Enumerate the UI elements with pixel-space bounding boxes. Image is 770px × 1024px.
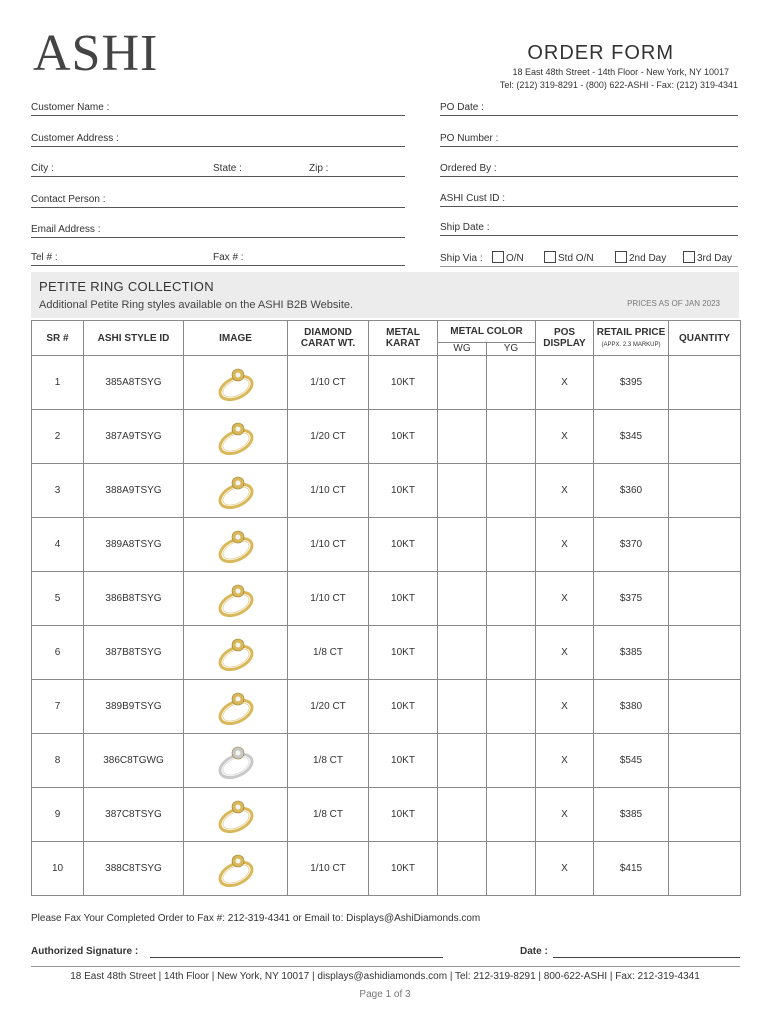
checkbox-icon[interactable]	[492, 251, 504, 263]
signature-line[interactable]	[150, 957, 443, 958]
sr-cell: 5	[32, 572, 84, 626]
ring-image	[212, 630, 260, 676]
image-cell	[184, 410, 288, 464]
ring-image	[212, 684, 260, 730]
zip-label: Zip :	[309, 163, 329, 174]
image-cell	[184, 680, 288, 734]
style-id-cell: 388C8TSYG	[84, 842, 184, 896]
karat-header-line2: KARAT	[385, 338, 421, 349]
image-cell	[184, 464, 288, 518]
city-field[interactable]	[31, 162, 213, 177]
table-row	[32, 518, 741, 572]
karat-header-line1: METAL	[386, 327, 420, 338]
quantity-cell[interactable]	[669, 842, 741, 896]
ashi-cust-id-field[interactable]	[440, 192, 738, 207]
ship-option-std-overnight[interactable]	[544, 251, 594, 264]
carat-cell: 1/10 CT	[288, 842, 369, 896]
yg-cell[interactable]	[487, 410, 536, 464]
tel-field[interactable]	[31, 251, 213, 266]
ring-image	[212, 468, 260, 514]
retail-header-label: RETAIL PRICE	[596, 327, 666, 338]
sr-cell: 6	[32, 626, 84, 680]
zip-field[interactable]	[309, 162, 405, 177]
pos-display-cell: X	[536, 464, 594, 518]
pos-display-cell: X	[536, 626, 594, 680]
city-label: City :	[31, 163, 54, 174]
col-image-header: IMAGE	[184, 321, 288, 356]
col-karat-header	[369, 321, 438, 356]
table-header-row	[32, 321, 741, 343]
col-style-header: ASHI STYLE ID	[84, 321, 184, 356]
retail-price-cell: $415	[594, 842, 669, 896]
carat-header-line1: DIAMOND	[304, 327, 352, 338]
wg-cell[interactable]	[438, 356, 487, 410]
yg-cell[interactable]	[487, 356, 536, 410]
table-body	[32, 356, 741, 896]
sr-cell: 1	[32, 356, 84, 410]
col-yg-header: YG	[487, 342, 536, 355]
quantity-cell[interactable]	[669, 626, 741, 680]
table-row	[32, 626, 741, 680]
table-row	[32, 572, 741, 626]
karat-cell: 10KT	[369, 626, 438, 680]
pos-header-line2: DISPLAY	[543, 338, 586, 349]
pos-display-cell: X	[536, 572, 594, 626]
retail-price-cell: $395	[594, 356, 669, 410]
contact-person-label: Contact Person :	[31, 194, 106, 205]
image-cell	[184, 572, 288, 626]
checkbox-icon[interactable]	[615, 251, 627, 263]
ashi-logo: ASHI	[33, 25, 159, 82]
ring-image	[212, 360, 260, 406]
karat-cell: 10KT	[369, 734, 438, 788]
col-retail-header	[594, 321, 669, 356]
sr-cell: 8	[32, 734, 84, 788]
table-row	[32, 410, 741, 464]
po-date-label: PO Date :	[440, 102, 484, 113]
section-title: PETITE RING COLLECTION	[39, 279, 214, 294]
ship-date-field[interactable]	[440, 221, 738, 236]
ship-via-label: Ship Via :	[440, 253, 483, 264]
carat-cell: 1/8 CT	[288, 734, 369, 788]
pos-display-cell: X	[536, 680, 594, 734]
yg-cell[interactable]	[487, 518, 536, 572]
order-table	[31, 320, 741, 896]
ashi-cust-id-label: ASHI Cust ID :	[440, 193, 506, 204]
yg-cell[interactable]	[487, 680, 536, 734]
col-color-header: METAL COLOR	[438, 321, 536, 343]
yg-cell[interactable]	[487, 788, 536, 842]
ship-option-label: O/N	[506, 253, 524, 264]
col-pos-header	[536, 321, 594, 356]
signature-label: Authorized Signature :	[31, 946, 139, 957]
sr-cell: 4	[32, 518, 84, 572]
retail-price-cell: $385	[594, 626, 669, 680]
karat-cell: 10KT	[369, 572, 438, 626]
yg-cell[interactable]	[487, 464, 536, 518]
karat-cell: 10KT	[369, 356, 438, 410]
carat-cell: 1/10 CT	[288, 464, 369, 518]
page-title: ORDER FORM	[527, 42, 674, 64]
karat-cell: 10KT	[369, 410, 438, 464]
pos-display-cell: X	[536, 410, 594, 464]
image-cell	[184, 842, 288, 896]
sr-cell: 2	[32, 410, 84, 464]
email-label: Email Address :	[31, 224, 101, 235]
ship-option-label: 3rd Day	[697, 253, 733, 264]
fax-field[interactable]	[213, 251, 405, 266]
po-date-field[interactable]	[440, 101, 738, 116]
retail-price-cell: $345	[594, 410, 669, 464]
section-subtitle: Additional Petite Ring styles available on the ASHI B2B Website.	[39, 299, 354, 311]
tel-label: Tel # :	[31, 252, 58, 263]
ship-option-label: 2nd Day	[629, 253, 667, 264]
ring-image	[212, 792, 260, 838]
customer-name-label: Customer Name :	[31, 102, 110, 113]
state-label: State :	[213, 163, 242, 174]
style-id-cell: 387C8TSYG	[84, 788, 184, 842]
customer-name-field[interactable]	[31, 101, 405, 116]
table-row	[32, 842, 741, 896]
col-carat-header	[288, 321, 369, 356]
checkbox-icon[interactable]	[544, 251, 556, 263]
wg-cell[interactable]	[438, 572, 487, 626]
style-id-cell: 388A9TSYG	[84, 464, 184, 518]
style-id-cell: 385A8TSYG	[84, 356, 184, 410]
ship-option-3rd-day[interactable]	[683, 251, 732, 264]
checkbox-icon[interactable]	[683, 251, 695, 263]
carat-header-line2: CARAT WT.	[300, 338, 356, 349]
style-id-cell: 389B9TSYG	[84, 680, 184, 734]
company-phone: Tel: (212) 319-8291 - (800) 622-ASHI - Fax: (212) 319-4341	[499, 80, 738, 90]
table-row	[32, 788, 741, 842]
ship-date-label: Ship Date :	[440, 222, 490, 233]
quantity-cell[interactable]	[669, 734, 741, 788]
yg-cell[interactable]	[487, 842, 536, 896]
quantity-cell[interactable]	[669, 680, 741, 734]
ordered-by-label: Ordered By :	[440, 163, 497, 174]
yg-cell[interactable]	[487, 626, 536, 680]
contact-person-field[interactable]	[31, 193, 405, 208]
yg-cell[interactable]	[487, 734, 536, 788]
col-quantity-header: QUANTITY	[669, 321, 741, 356]
quantity-cell[interactable]	[669, 572, 741, 626]
pos-display-cell: X	[536, 734, 594, 788]
ring-image	[212, 738, 260, 784]
table-row	[32, 464, 741, 518]
ring-image	[212, 522, 260, 568]
ship-option-overnight[interactable]	[492, 251, 524, 264]
wg-cell[interactable]	[438, 518, 487, 572]
wg-cell[interactable]	[438, 734, 487, 788]
wg-cell[interactable]	[438, 626, 487, 680]
fax-label: Fax # :	[213, 252, 244, 263]
carat-cell: 1/20 CT	[288, 680, 369, 734]
sr-cell: 3	[32, 464, 84, 518]
pos-display-cell: X	[536, 788, 594, 842]
col-wg-header: WG	[438, 342, 487, 355]
retail-price-cell: $360	[594, 464, 669, 518]
ship-option-label: Std O/N	[558, 253, 594, 264]
karat-cell: 10KT	[369, 518, 438, 572]
wg-cell[interactable]	[438, 788, 487, 842]
karat-cell: 10KT	[369, 680, 438, 734]
sr-cell: 9	[32, 788, 84, 842]
pos-display-cell: X	[536, 518, 594, 572]
date-label: Date :	[520, 946, 548, 957]
karat-cell: 10KT	[369, 842, 438, 896]
quantity-cell[interactable]	[669, 464, 741, 518]
ship-via-field	[440, 252, 738, 267]
pos-display-cell: X	[536, 356, 594, 410]
retail-price-cell: $375	[594, 572, 669, 626]
fax-instructions: Please Fax Your Completed Order to Fax #: 212-319-4341 or Email to: Displays@AshiDiamonds.com	[31, 913, 481, 924]
image-cell	[184, 788, 288, 842]
email-field[interactable]	[31, 223, 405, 238]
karat-cell: 10KT	[369, 788, 438, 842]
retail-price-cell: $385	[594, 788, 669, 842]
table-row	[32, 680, 741, 734]
retail-price-cell: $380	[594, 680, 669, 734]
ship-option-2nd-day[interactable]	[615, 251, 666, 264]
date-line[interactable]	[553, 957, 740, 958]
prices-date: PRICES AS OF JAN 2023	[627, 299, 720, 308]
carat-cell: 1/10 CT	[288, 518, 369, 572]
pos-header-line1: POS	[553, 327, 576, 338]
style-id-cell: 387A9TSYG	[84, 410, 184, 464]
ring-image	[212, 576, 260, 622]
pos-display-cell: X	[536, 842, 594, 896]
quantity-cell[interactable]	[669, 356, 741, 410]
retail-header-note: (APPX. 2.3 MARKUP)	[601, 342, 661, 348]
style-id-cell: 389A8TSYG	[84, 518, 184, 572]
image-cell	[184, 734, 288, 788]
col-sr-header: SR #	[32, 321, 84, 356]
quantity-cell[interactable]	[669, 788, 741, 842]
company-address: 18 East 48th Street - 14th Floor - New York, NY 10017	[512, 67, 729, 77]
image-cell	[184, 518, 288, 572]
retail-price-cell: $545	[594, 734, 669, 788]
footer-contact: 18 East 48th Street | 14th Floor | New York, NY 10017 | displays@ashidiamonds.com | Tel: 212-319-8291 | 800-622-ASHI | Fax: 212-319-4341	[70, 971, 700, 982]
carat-cell: 1/10 CT	[288, 572, 369, 626]
table-row	[32, 356, 741, 410]
quantity-cell[interactable]	[669, 410, 741, 464]
wg-cell[interactable]	[438, 680, 487, 734]
po-number-field[interactable]	[440, 132, 738, 147]
retail-price-cell: $370	[594, 518, 669, 572]
karat-cell: 10KT	[369, 464, 438, 518]
style-id-cell: 386C8TGWG	[84, 734, 184, 788]
yg-cell[interactable]	[487, 572, 536, 626]
sr-cell: 7	[32, 680, 84, 734]
carat-cell: 1/8 CT	[288, 626, 369, 680]
state-field[interactable]	[213, 162, 309, 177]
carat-cell: 1/10 CT	[288, 356, 369, 410]
po-number-label: PO Number :	[440, 133, 499, 144]
wg-cell[interactable]	[438, 410, 487, 464]
customer-address-field[interactable]	[31, 132, 405, 147]
customer-address-label: Customer Address :	[31, 133, 119, 144]
ring-image	[212, 846, 260, 892]
image-cell	[184, 626, 288, 680]
carat-cell: 1/20 CT	[288, 410, 369, 464]
ordered-by-field[interactable]	[440, 162, 738, 177]
wg-cell[interactable]	[438, 842, 487, 896]
footer-divider	[31, 966, 740, 967]
image-cell	[184, 356, 288, 410]
wg-cell[interactable]	[438, 464, 487, 518]
sr-cell: 10	[32, 842, 84, 896]
page-number: Page 1 of 3	[359, 989, 411, 1000]
quantity-cell[interactable]	[669, 518, 741, 572]
style-id-cell: 386B8TSYG	[84, 572, 184, 626]
ring-image	[212, 414, 260, 460]
table-row	[32, 734, 741, 788]
carat-cell: 1/8 CT	[288, 788, 369, 842]
style-id-cell: 387B8TSYG	[84, 626, 184, 680]
